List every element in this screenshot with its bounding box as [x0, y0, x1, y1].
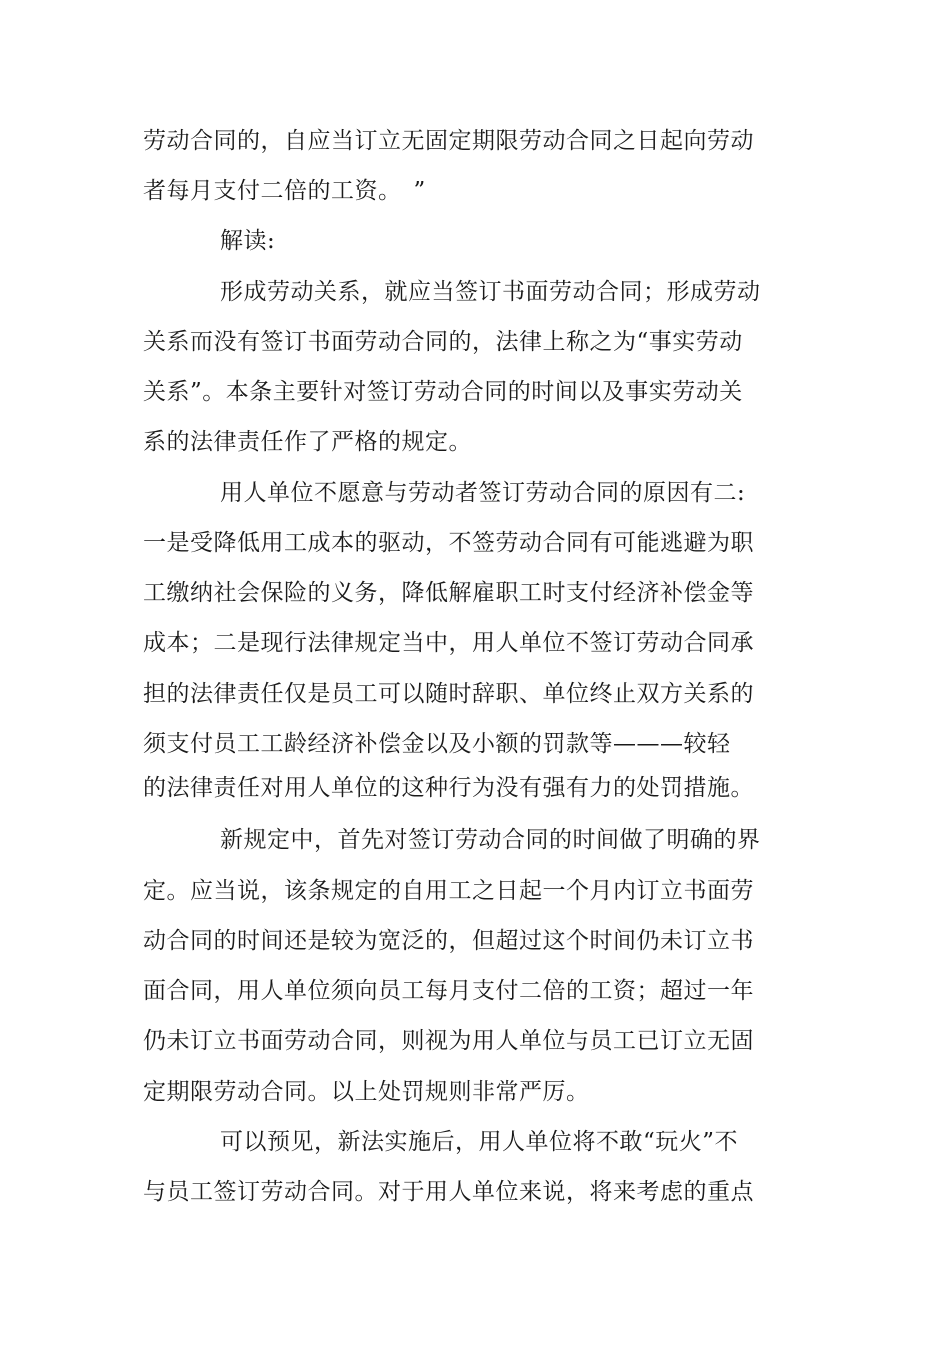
text-line: 工缴纳社会保险的义务，降低解雇职工时支付经济补偿金等: [143, 580, 754, 606]
text-line: 劳动合同的，自应当订立无固定期限劳动合同之日起向劳动: [143, 128, 754, 154]
text-line: 与员工签订劳动合同。对于用人单位来说，将来考虑的重点: [143, 1179, 754, 1205]
text-line: 可以预见，新法实施后，用人单位将不敢“玩火”不: [220, 1129, 739, 1155]
text-line: 系的法律责任作了严格的规定。: [143, 429, 472, 455]
text-line: 成本；二是现行法律规定当中，用人单位不签订劳动合同承: [143, 630, 754, 656]
text-line: 一是受降低用工成本的驱动，不签劳动合同有可能逃避为职: [143, 530, 754, 556]
text-line: 担的法律责任仅是员工可以随时辞职、单位终止双方关系的: [143, 681, 754, 707]
text-line: 须支付员工工龄经济补偿金以及小额的罚款等———较轻: [143, 731, 731, 757]
text-line: 定期限劳动合同。以上处罚规则非常严厉。: [143, 1079, 590, 1105]
text-line: 者每月支付二倍的工资。 ”: [143, 178, 426, 204]
text-line: 关系而没有签订书面劳动合同的，法律上称之为“事实劳动: [143, 329, 743, 355]
text-line: 新规定中，首先对签订劳动合同的时间做了明确的界: [220, 827, 761, 853]
text-line: 的法律责任对用人单位的这种行为没有强有力的处罚措施。: [143, 775, 754, 801]
text-line: 用人单位不愿意与劳动者签订劳动合同的原因有二:: [220, 480, 746, 506]
text-line: 关系”。本条主要针对签订劳动合同的时间以及事实劳动关: [143, 379, 743, 405]
text-line: 定。应当说，该条规定的自用工之日起一个月内订立书面劳: [143, 878, 754, 904]
text-line: 动合同的时间还是较为宽泛的，但超过这个时间仍未订立书: [143, 928, 754, 954]
section-heading: 解读:: [220, 228, 276, 254]
text-line: 形成劳动关系，就应当签订书面劳动合同；形成劳动: [220, 279, 761, 305]
text-line: 仍未订立书面劳动合同，则视为用人单位与员工已订立无固: [143, 1028, 754, 1054]
text-line: 面合同，用人单位须向员工每月支付二倍的工资；超过一年: [143, 978, 754, 1004]
